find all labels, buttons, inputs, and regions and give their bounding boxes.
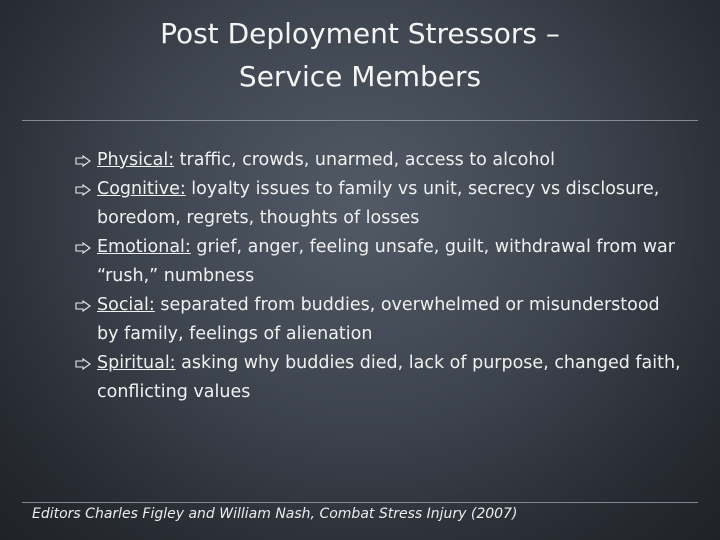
list-item-term: Cognitive: (97, 179, 186, 199)
list-item-cognitive (74, 175, 684, 233)
bullet-icon (74, 154, 92, 168)
bullet-icon (74, 183, 92, 197)
list-item-text: grief, anger, feeling unsafe, guilt, withdrawal from war “rush,” numbness (97, 237, 675, 286)
footer-divider (22, 502, 698, 503)
list-item-term: Spiritual: (97, 353, 176, 373)
list-item-spiritual (74, 349, 684, 407)
list-item-term: Social: (97, 295, 155, 315)
bullet-icon (74, 357, 92, 371)
list-item-term: Emotional: (97, 237, 191, 257)
citation-footer: Editors Charles Figley and William Nash, Combat Stress Injury (2007) (32, 506, 518, 522)
bullet-icon (74, 241, 92, 255)
list-item-text: asking why buddies died, lack of purpose, changed faith, conflicting values (97, 353, 681, 402)
list-item-social (74, 291, 684, 349)
stressor-list (74, 146, 684, 407)
list-item-term: Physical: (97, 150, 175, 170)
title-divider (22, 120, 698, 121)
slide-title (0, 12, 720, 98)
slide-title-line-1: Post Deployment Stressors – (160, 17, 560, 50)
list-item-text: loyalty issues to family vs unit, secrecy vs disclosure, boredom, regrets, thoughts of losses (97, 179, 660, 228)
list-item-text: separated from buddies, overwhelmed or misunderstood by family, feelings of alienation (97, 295, 660, 344)
list-item-text: traffic, crowds, unarmed, access to alcohol (174, 150, 555, 170)
list-item-physical (74, 146, 684, 175)
slide-title-line-2: Service Members (238, 60, 482, 93)
bullet-icon (74, 299, 92, 313)
list-item-emotional (74, 233, 684, 291)
